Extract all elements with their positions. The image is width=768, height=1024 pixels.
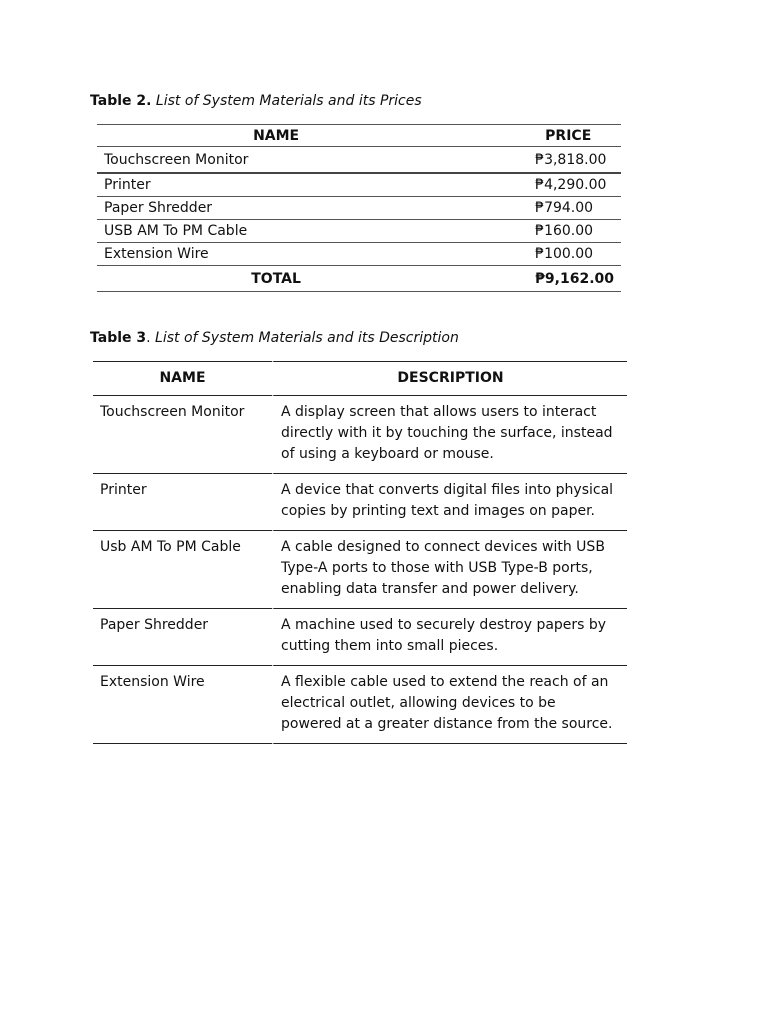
table2-caption-label: Table 2. <box>90 93 152 109</box>
table-row <box>93 531 627 609</box>
materials-description-table <box>93 361 627 744</box>
table2-caption <box>90 92 422 110</box>
material-name: Paper Shredder <box>97 197 528 220</box>
table3-caption-title: List of System Materials and its Description <box>155 330 459 346</box>
material-price: ₱100.00 <box>528 243 621 266</box>
column-header-price: PRICE <box>528 125 621 147</box>
table-row <box>97 243 621 266</box>
material-name: Touchscreen Monitor <box>93 396 272 474</box>
materials-price-table <box>97 124 621 292</box>
material-description: A device that converts digital files into physical copies by printing text and images on paper. <box>272 474 627 531</box>
table3-caption <box>90 329 459 347</box>
table-header-row <box>97 125 621 147</box>
material-description: A machine used to securely destroy papers by cutting them into small pieces. <box>272 609 627 666</box>
table-row <box>97 147 621 174</box>
material-name: Printer <box>97 173 528 197</box>
material-price: ₱794.00 <box>528 197 621 220</box>
material-price: ₱160.00 <box>528 220 621 243</box>
total-value: ₱9,162.00 <box>528 266 621 292</box>
material-price: ₱3,818.00 <box>528 147 621 174</box>
table-row <box>93 474 627 531</box>
column-header-description: DESCRIPTION <box>272 361 627 396</box>
material-name: Printer <box>93 474 272 531</box>
table3-caption-label: Table 3 <box>90 330 147 346</box>
total-label: TOTAL <box>97 266 528 292</box>
material-name: USB AM To PM Cable <box>97 220 528 243</box>
table2-caption-title: List of System Materials and its Prices <box>155 93 422 109</box>
table-row <box>93 396 627 474</box>
material-name: Paper Shredder <box>93 609 272 666</box>
material-description: A flexible cable used to extend the reach of an electrical outlet, allowing devices to be powered at a greater distance from the source. <box>272 666 627 744</box>
table-row <box>93 666 627 744</box>
material-name: Extension Wire <box>93 666 272 744</box>
material-name: Usb AM To PM Cable <box>93 531 272 609</box>
material-description: A cable designed to connect devices with USB Type-A ports to those with USB Type-B ports, enabling data transfer and power delivery. <box>272 531 627 609</box>
column-header-name: NAME <box>93 361 272 396</box>
material-name: Touchscreen Monitor <box>97 147 528 174</box>
total-row <box>97 266 621 292</box>
table-row <box>93 609 627 666</box>
table-row <box>97 220 621 243</box>
material-description: A display screen that allows users to interact directly with it by touching the surface, instead of using a keyboard or mouse. <box>272 396 627 474</box>
table3-caption-sep: . <box>146 330 151 346</box>
material-price: ₱4,290.00 <box>528 173 621 197</box>
material-name: Extension Wire <box>97 243 528 266</box>
table-row <box>97 197 621 220</box>
table-header-row <box>93 361 627 396</box>
table-row <box>97 173 621 197</box>
column-header-name: NAME <box>97 125 528 147</box>
